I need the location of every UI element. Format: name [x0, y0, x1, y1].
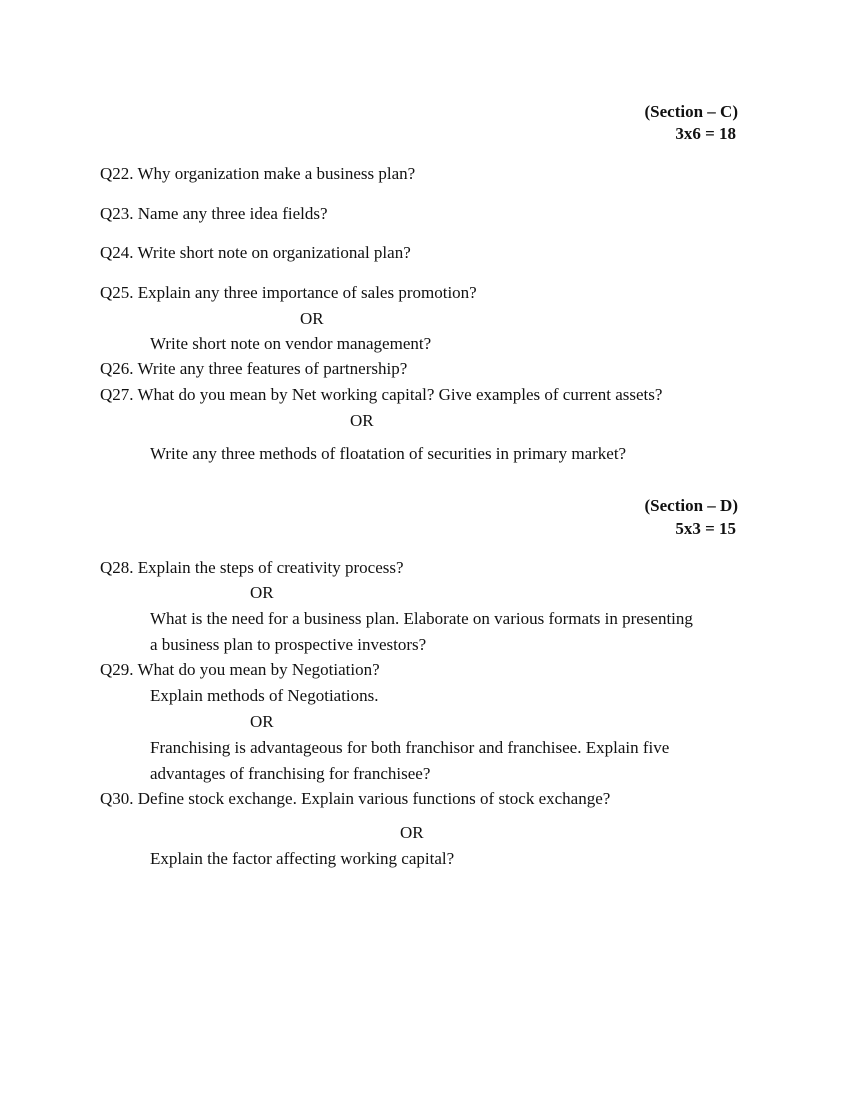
- or-separator: OR: [350, 411, 374, 430]
- question-26: Q26. Write any three features of partnership?: [100, 359, 408, 378]
- or-separator: OR: [250, 583, 274, 602]
- question-28-alternative-line-1: What is the need for a business plan. Elaborate on various formats in presenting: [150, 609, 693, 628]
- or-separator: OR: [400, 823, 424, 842]
- question-23: Q23. Name any three idea fields?: [100, 204, 328, 223]
- question-28-alternative-line-2: a business plan to prospective investors?: [150, 635, 427, 654]
- section-d-marks: 5x3 = 15: [675, 519, 736, 538]
- question-29-alternative-line-1: Franchising is advantageous for both franchisor and franchisee. Explain five: [150, 738, 670, 757]
- or-separator: OR: [300, 309, 324, 328]
- question-29-alternative-line-2: advantages of franchising for franchisee?: [150, 764, 431, 783]
- question-27: Q27. What do you mean by Net working capital? Give examples of current assets?: [100, 385, 663, 404]
- question-28: Q28. Explain the steps of creativity process?: [100, 558, 404, 577]
- question-25-alternative: Write short note on vendor management?: [150, 334, 432, 353]
- section-c-heading: (Section – C): [644, 102, 738, 121]
- question-27-alternative: Write any three methods of floatation of securities in primary market?: [150, 444, 627, 463]
- question-30-alternative: Explain the factor affecting working capital?: [150, 849, 455, 868]
- section-c-marks: 3x6 = 18: [675, 124, 736, 143]
- question-24: Q24. Write short note on organizational plan?: [100, 243, 411, 262]
- question-29-line-2: Explain methods of Negotiations.: [150, 686, 379, 705]
- section-d-heading: (Section – D): [644, 496, 738, 515]
- question-29: Q29. What do you mean by Negotiation?: [100, 660, 380, 679]
- question-25: Q25. Explain any three importance of sales promotion?: [100, 283, 477, 302]
- question-30: Q30. Define stock exchange. Explain various functions of stock exchange?: [100, 789, 611, 808]
- or-separator: OR: [250, 712, 274, 731]
- question-22: Q22. Why organization make a business plan?: [100, 164, 416, 183]
